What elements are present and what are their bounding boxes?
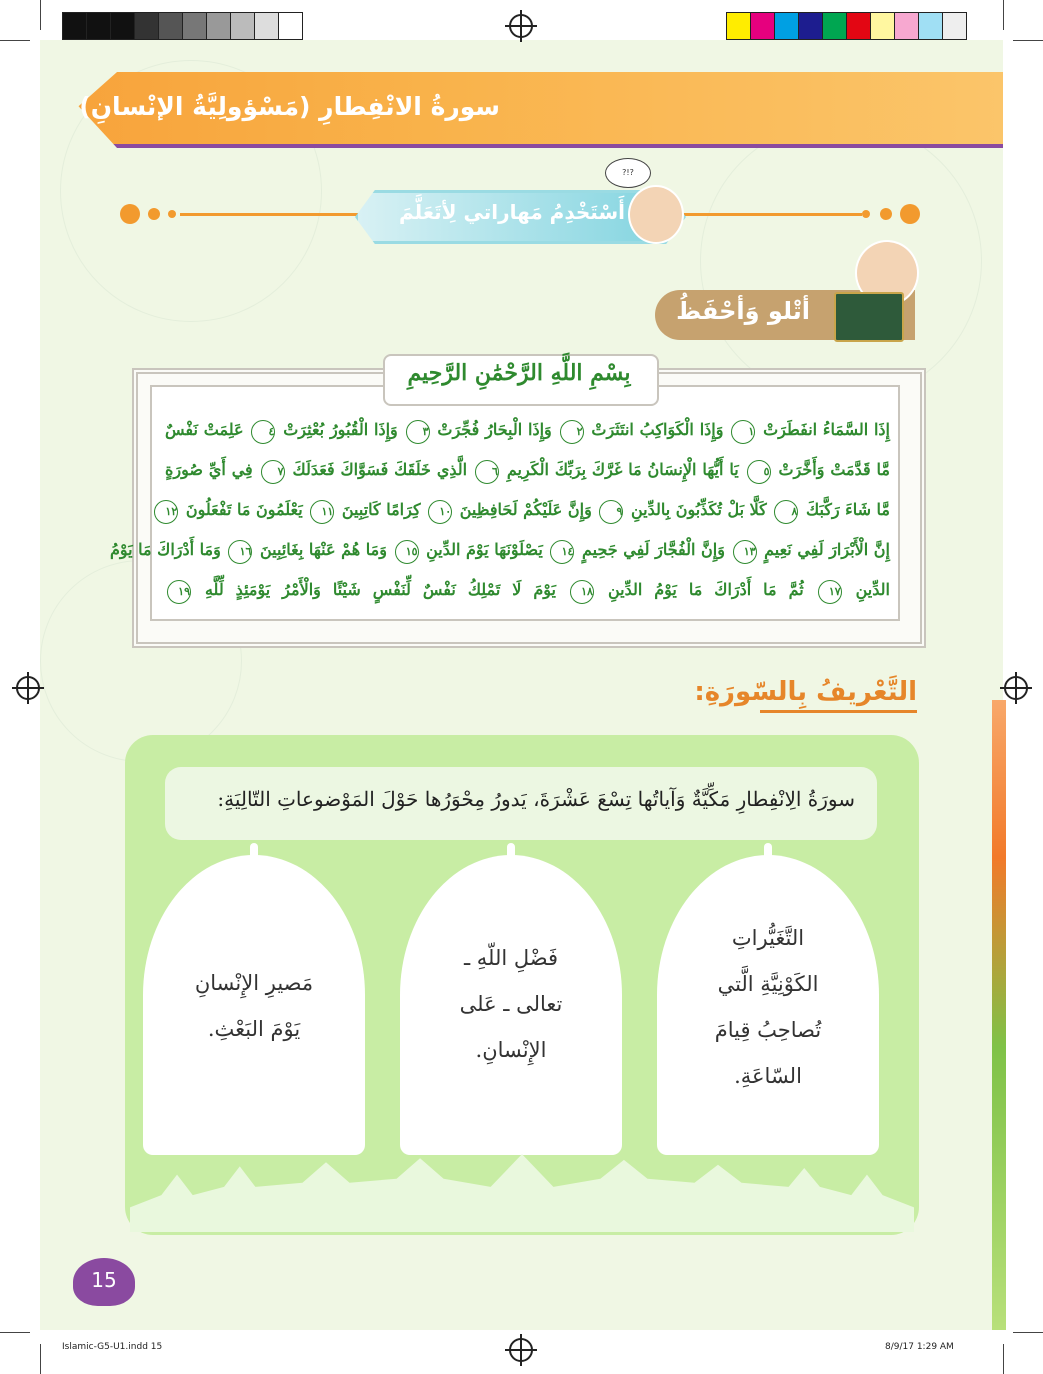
registration-mark-icon bbox=[1004, 676, 1028, 700]
verse-number: ١٣ bbox=[733, 540, 757, 564]
verse-number: ١٠ bbox=[428, 500, 452, 524]
topic-line: فَضْلِ اللّهِ ـ bbox=[463, 946, 559, 970]
verse-text: يَا أَيُّهَا الْإِنسَانُ مَا غَرَّكَ بِرَبِّكَ الْكَرِيمِ bbox=[506, 460, 739, 479]
verse-text: كِرَامًا كَاتِبِينَ bbox=[341, 500, 421, 519]
verse-text: إِنَّ الْأَبْرَارَ لَفِي نَعِيمٍ bbox=[764, 540, 890, 559]
decor-dot bbox=[148, 208, 160, 220]
verse-line-3 bbox=[165, 500, 890, 532]
verse-text: وَمَا أَدْرَاكَ مَا يَوْمُ bbox=[109, 540, 221, 559]
decor-dot bbox=[120, 204, 140, 224]
verse-number: ١٨ bbox=[570, 580, 594, 604]
verse-text: الدِّينِ bbox=[855, 580, 890, 599]
decor-dot bbox=[880, 208, 892, 220]
verse-text: وَإِذَا الْكَوَاكِبُ انتَثَرَتْ bbox=[591, 420, 724, 439]
verse-number: ١٢ bbox=[154, 500, 178, 524]
crop-mark bbox=[1003, 1344, 1004, 1374]
topic-line: السّاعَةِ. bbox=[734, 1064, 802, 1088]
verse-number: ١ bbox=[731, 420, 755, 444]
side-color-strip bbox=[992, 700, 1006, 1330]
verse-text: وَإِذَا الْقُبُورُ بُعْثِرَتْ bbox=[283, 420, 398, 439]
verse-text: وَإِنَّ عَلَيْكُمْ لَحَافِظِينَ bbox=[459, 500, 592, 519]
page-number: 15 bbox=[91, 1268, 117, 1292]
verse-number: ٤ bbox=[251, 420, 275, 444]
ornament-circle bbox=[700, 120, 982, 402]
verse-number: ١٧ bbox=[818, 580, 842, 604]
verse-number: ٣ bbox=[406, 420, 430, 444]
topic-line: الإِنْسانِ. bbox=[475, 1038, 547, 1062]
verse-number: ٧ bbox=[261, 460, 285, 484]
verse-text: وَمَا هُمْ عَنْهَا بِغَائِبِينَ bbox=[260, 540, 387, 559]
topic-text-1 bbox=[678, 915, 858, 1099]
verse-text: الَّذِي خَلَقَكَ فَسَوَّاكَ فَعَدَلَكَ bbox=[292, 460, 468, 479]
verse-text: وَإِنَّ الْفُجَّارَ لَفِي جَحِيمٍ bbox=[581, 540, 725, 559]
recite-title: أتْلو وَأحْفَظُ bbox=[676, 297, 810, 325]
verse-number: ٦ bbox=[475, 460, 499, 484]
verse-number: ٨ bbox=[774, 500, 798, 524]
skills-title: أَسْتَخْدِمُ مَهاراتي لِأتَعَلَّمَ bbox=[399, 200, 625, 224]
verse-number: ١١ bbox=[310, 500, 334, 524]
verse-line-2 bbox=[165, 460, 890, 492]
topic-line: تُصاحِبُ قِيامَ bbox=[714, 1018, 822, 1042]
decor-dot bbox=[168, 210, 176, 218]
verse-line-4 bbox=[109, 540, 890, 572]
skills-divider-left bbox=[180, 213, 360, 216]
decor-dot bbox=[900, 204, 920, 224]
topic-line: التَّغَيُّراتِ bbox=[731, 926, 805, 950]
verse-text: كَلَّا بَلْ تُكَذِّبُونَ بِالدِّينِ bbox=[630, 500, 767, 519]
cmyk-color-bar bbox=[726, 12, 967, 40]
quran-book-icon bbox=[834, 292, 904, 342]
verse-number: ٩ bbox=[599, 500, 623, 524]
verse-line-5 bbox=[165, 580, 890, 612]
verse-text: فِي أَيِّ صُورَةٍ bbox=[165, 460, 253, 479]
verse-text: عَلِمَتْ نَفْسٌ bbox=[165, 420, 244, 439]
verse-number: ١٦ bbox=[228, 540, 252, 564]
crop-mark bbox=[1013, 1332, 1043, 1333]
crop-mark bbox=[0, 40, 30, 41]
footer-date: 8/9/17 1:29 AM bbox=[885, 1342, 954, 1352]
registration-mark-icon bbox=[16, 676, 40, 700]
verse-line-1 bbox=[165, 420, 890, 452]
section-title: التَّعْريفُ بِالسّورَةِ: bbox=[694, 677, 917, 707]
topic-line: الكَوْنِيَّةِ الَّتي bbox=[717, 972, 819, 996]
thinking-boy-illustration bbox=[628, 185, 684, 244]
verse-number: ١٤ bbox=[550, 540, 574, 564]
topic-line: يَوْمَ البَعْثِ. bbox=[207, 1017, 301, 1041]
verse-number: ٢ bbox=[560, 420, 584, 444]
crop-mark bbox=[1003, 0, 1004, 30]
topic-text-3 bbox=[164, 960, 344, 1052]
verse-text: يَعْلَمُونَ مَا تَفْعَلُونَ bbox=[185, 500, 303, 519]
skills-divider-right bbox=[680, 213, 862, 216]
topic-text-2 bbox=[421, 935, 601, 1073]
verse-text: يَصْلَوْنَهَا يَوْمَ الدِّينِ bbox=[426, 540, 543, 559]
topic-line: تعالى ـ عَلى bbox=[459, 992, 563, 1016]
verse-text: إِذَا السَّمَاءُ انفَطَرَتْ bbox=[763, 420, 891, 439]
registration-mark-icon bbox=[509, 1338, 533, 1362]
crop-mark bbox=[40, 0, 41, 30]
intro-text: سورَةُ الِانْفِطارِ مَكِّيَّةٌ وَآياتُها تِسْعَ عَشْرَةَ، يَدورُ مِحْوَرُها حَوْلَ المَوْضوعاتِ التّالِيَةِ: bbox=[217, 787, 855, 811]
verse-text: مَّا قَدَّمَتْ وَأَخَّرَتْ bbox=[778, 460, 890, 479]
verse-text: يَوْمَ لَا تَمْلِكُ نَفْسٌ لِّنَفْسٍ شَيْئًا وَالْأَمْرُ يَوْمَئِذٍ لِّلَّهِ bbox=[204, 580, 556, 599]
footer-file-name: Islamic-G5-U1.indd 15 bbox=[62, 1342, 163, 1352]
grayscale-color-bar bbox=[62, 12, 303, 40]
basmala: بِسْمِ اللَّهِ الرَّحْمَٰنِ الرَّحِيمِ bbox=[407, 360, 631, 386]
verse-text: مَّا شَاءَ رَكَّبَكَ bbox=[805, 500, 890, 519]
registration-mark-icon bbox=[509, 14, 533, 38]
crop-mark bbox=[0, 1332, 30, 1333]
page-title: سورةُ الانْفِطارِ (مَسْؤولِيَّةُ الإنْسانِ) bbox=[79, 92, 500, 121]
verse-number: ١٩ bbox=[167, 580, 191, 604]
verse-number: ١٥ bbox=[395, 540, 419, 564]
crop-mark bbox=[40, 1344, 41, 1374]
verse-text: ثُمَّ مَا أَدْرَاكَ مَا يَوْمُ الدِّينِ bbox=[607, 580, 804, 599]
crop-mark bbox=[1013, 40, 1043, 41]
verse-number: ٥ bbox=[747, 460, 771, 484]
topic-line: مَصيرِ الإِنْسانِ bbox=[194, 971, 314, 995]
verse-text: وَإِذَا الْبِحَارُ فُجِّرَتْ bbox=[437, 420, 552, 439]
section-underline bbox=[760, 710, 917, 713]
thought-bubble: ?!? bbox=[605, 158, 651, 188]
decor-dot bbox=[862, 210, 870, 218]
